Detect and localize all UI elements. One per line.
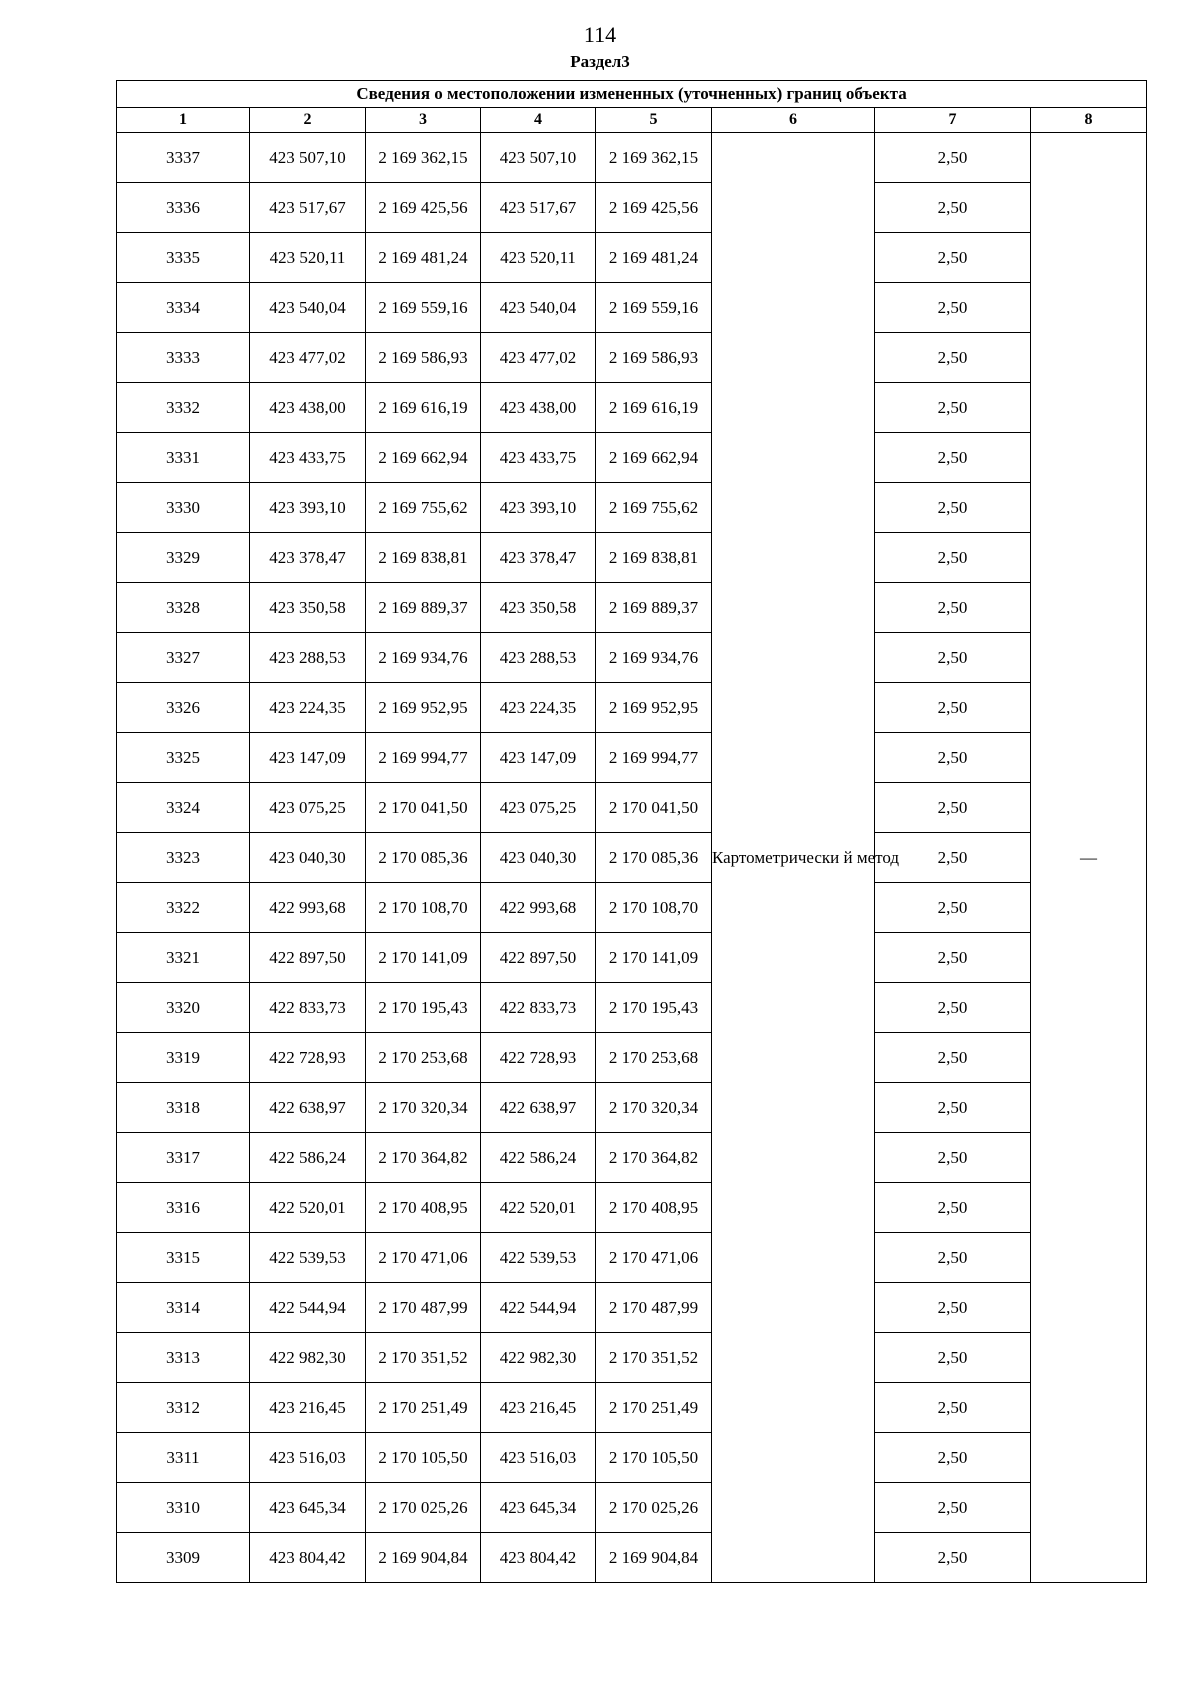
column-number: 4: [481, 108, 596, 133]
point-number-cell: 3336: [117, 183, 250, 233]
accuracy-cell: 2,50: [875, 1333, 1031, 1383]
y-existing-cell: 2 170 487,99: [366, 1283, 481, 1333]
table-row: [117, 1133, 1147, 1183]
x-new-cell: 423 216,45: [481, 1383, 596, 1433]
y-existing-cell: 2 170 253,68: [366, 1033, 481, 1083]
table-row: [117, 833, 1147, 883]
x-new-cell: 423 516,03: [481, 1433, 596, 1483]
y-existing-cell: 2 169 559,16: [366, 283, 481, 333]
y-new-cell: 2 170 320,34: [596, 1083, 712, 1133]
y-existing-cell: 2 169 755,62: [366, 483, 481, 533]
x-existing-cell: 422 539,53: [250, 1233, 366, 1283]
x-new-cell: 423 040,30: [481, 833, 596, 883]
point-number-cell: 3329: [117, 533, 250, 583]
column-number: 7: [875, 108, 1031, 133]
y-new-cell: 2 170 253,68: [596, 1033, 712, 1083]
x-new-cell: 422 728,93: [481, 1033, 596, 1083]
y-existing-cell: 2 169 662,94: [366, 433, 481, 483]
point-number-cell: 3337: [117, 133, 250, 183]
point-number-cell: 3311: [117, 1433, 250, 1483]
x-existing-cell: 422 520,01: [250, 1183, 366, 1233]
table-row: [117, 183, 1147, 233]
x-existing-cell: 423 517,67: [250, 183, 366, 233]
column-number-row: [117, 108, 1147, 133]
y-existing-cell: 2 169 952,95: [366, 683, 481, 733]
y-new-cell: 2 169 425,56: [596, 183, 712, 233]
y-new-cell: 2 170 085,36: [596, 833, 712, 883]
y-existing-cell: 2 169 838,81: [366, 533, 481, 583]
y-new-cell: 2 169 362,15: [596, 133, 712, 183]
accuracy-cell: 2,50: [875, 683, 1031, 733]
point-number-cell: 3328: [117, 583, 250, 633]
y-new-cell: 2 170 041,50: [596, 783, 712, 833]
accuracy-cell: 2,50: [875, 1183, 1031, 1233]
x-existing-cell: 423 393,10: [250, 483, 366, 533]
x-existing-cell: 423 147,09: [250, 733, 366, 783]
y-existing-cell: 2 169 904,84: [366, 1533, 481, 1583]
accuracy-cell: 2,50: [875, 583, 1031, 633]
y-existing-cell: 2 169 586,93: [366, 333, 481, 383]
table-row: [117, 1433, 1147, 1483]
y-existing-cell: 2 170 141,09: [366, 933, 481, 983]
accuracy-cell: 2,50: [875, 633, 1031, 683]
y-existing-cell: 2 170 085,36: [366, 833, 481, 883]
table-row: [117, 733, 1147, 783]
x-new-cell: 423 350,58: [481, 583, 596, 633]
point-number-cell: 3315: [117, 1233, 250, 1283]
x-new-cell: 423 393,10: [481, 483, 596, 533]
table-row: [117, 583, 1147, 633]
note-cell: —: [1031, 133, 1147, 1583]
accuracy-cell: 2,50: [875, 383, 1031, 433]
x-new-cell: 422 544,94: [481, 1283, 596, 1333]
point-number-cell: 3312: [117, 1383, 250, 1433]
column-number: 3: [366, 108, 481, 133]
x-new-cell: 422 833,73: [481, 983, 596, 1033]
table-caption: Сведения о местоположении измененных (уточненных) границ объекта: [117, 81, 1147, 108]
x-new-cell: 423 438,00: [481, 383, 596, 433]
y-existing-cell: 2 170 195,43: [366, 983, 481, 1033]
point-number-cell: 3331: [117, 433, 250, 483]
x-existing-cell: 422 544,94: [250, 1283, 366, 1333]
y-new-cell: 2 170 025,26: [596, 1483, 712, 1533]
y-new-cell: 2 169 994,77: [596, 733, 712, 783]
x-existing-cell: 423 507,10: [250, 133, 366, 183]
accuracy-cell: 2,50: [875, 1483, 1031, 1533]
x-existing-cell: 423 224,35: [250, 683, 366, 733]
accuracy-cell: 2,50: [875, 833, 1031, 883]
point-number-cell: 3313: [117, 1333, 250, 1383]
table-row: [117, 883, 1147, 933]
y-existing-cell: 2 169 934,76: [366, 633, 481, 683]
y-new-cell: 2 170 141,09: [596, 933, 712, 983]
y-new-cell: 2 169 889,37: [596, 583, 712, 633]
point-number-cell: 3330: [117, 483, 250, 533]
x-new-cell: 423 540,04: [481, 283, 596, 333]
point-number-cell: 3319: [117, 1033, 250, 1083]
accuracy-cell: 2,50: [875, 1533, 1031, 1583]
table-row: [117, 533, 1147, 583]
x-existing-cell: 422 833,73: [250, 983, 366, 1033]
x-existing-cell: 423 520,11: [250, 233, 366, 283]
y-new-cell: 2 170 364,82: [596, 1133, 712, 1183]
y-new-cell: 2 169 952,95: [596, 683, 712, 733]
point-number-cell: 3332: [117, 383, 250, 433]
point-number-cell: 3334: [117, 283, 250, 333]
x-existing-cell: 423 040,30: [250, 833, 366, 883]
y-new-cell: 2 170 105,50: [596, 1433, 712, 1483]
accuracy-cell: 2,50: [875, 133, 1031, 183]
accuracy-cell: 2,50: [875, 1083, 1031, 1133]
y-existing-cell: 2 169 889,37: [366, 583, 481, 633]
x-existing-cell: 423 645,34: [250, 1483, 366, 1533]
table-row: [117, 933, 1147, 983]
y-existing-cell: 2 170 251,49: [366, 1383, 481, 1433]
x-new-cell: 422 520,01: [481, 1183, 596, 1233]
x-existing-cell: 422 728,93: [250, 1033, 366, 1083]
table-row: [117, 233, 1147, 283]
x-new-cell: 423 288,53: [481, 633, 596, 683]
x-existing-cell: 423 378,47: [250, 533, 366, 583]
x-existing-cell: 423 288,53: [250, 633, 366, 683]
table-row: [117, 1233, 1147, 1283]
y-new-cell: 2 169 586,93: [596, 333, 712, 383]
accuracy-cell: 2,50: [875, 1383, 1031, 1433]
x-new-cell: 423 520,11: [481, 233, 596, 283]
accuracy-cell: 2,50: [875, 1133, 1031, 1183]
accuracy-cell: 2,50: [875, 1433, 1031, 1483]
x-existing-cell: 423 433,75: [250, 433, 366, 483]
accuracy-cell: 2,50: [875, 733, 1031, 783]
y-new-cell: 2 170 487,99: [596, 1283, 712, 1333]
accuracy-cell: 2,50: [875, 1033, 1031, 1083]
x-existing-cell: 423 516,03: [250, 1433, 366, 1483]
y-new-cell: 2 169 481,24: [596, 233, 712, 283]
y-new-cell: 2 169 662,94: [596, 433, 712, 483]
y-existing-cell: 2 170 041,50: [366, 783, 481, 833]
table-row: [117, 1033, 1147, 1083]
y-new-cell: 2 169 934,76: [596, 633, 712, 683]
x-new-cell: 422 638,97: [481, 1083, 596, 1133]
x-new-cell: 422 982,30: [481, 1333, 596, 1383]
table-row: [117, 1483, 1147, 1533]
table-row: [117, 1383, 1147, 1433]
table-row: [117, 483, 1147, 533]
point-number-cell: 3317: [117, 1133, 250, 1183]
point-number-cell: 3321: [117, 933, 250, 983]
y-new-cell: 2 170 471,06: [596, 1233, 712, 1283]
x-new-cell: 423 804,42: [481, 1533, 596, 1583]
accuracy-cell: 2,50: [875, 433, 1031, 483]
page-number: 114: [583, 22, 617, 47]
accuracy-cell: 2,50: [875, 233, 1031, 283]
point-number-cell: 3322: [117, 883, 250, 933]
accuracy-cell: 2,50: [875, 483, 1031, 533]
x-existing-cell: 423 216,45: [250, 1383, 366, 1433]
y-existing-cell: 2 169 994,77: [366, 733, 481, 783]
point-number-cell: 3314: [117, 1283, 250, 1333]
table-row: [117, 683, 1147, 733]
y-existing-cell: 2 170 364,82: [366, 1133, 481, 1183]
point-number-cell: 3326: [117, 683, 250, 733]
accuracy-cell: 2,50: [875, 983, 1031, 1033]
y-existing-cell: 2 170 105,50: [366, 1433, 481, 1483]
x-new-cell: 423 477,02: [481, 333, 596, 383]
x-existing-cell: 423 438,00: [250, 383, 366, 433]
table-body: [117, 133, 1147, 1583]
y-existing-cell: 2 170 408,95: [366, 1183, 481, 1233]
column-number: 8: [1031, 108, 1147, 133]
table-row: [117, 1283, 1147, 1333]
y-new-cell: 2 170 195,43: [596, 983, 712, 1033]
y-new-cell: 2 170 351,52: [596, 1333, 712, 1383]
x-new-cell: 422 897,50: [481, 933, 596, 983]
table-row: [117, 1333, 1147, 1383]
x-new-cell: 422 539,53: [481, 1233, 596, 1283]
method-cell: Картометрически й метод: [712, 133, 875, 1583]
accuracy-cell: 2,50: [875, 1283, 1031, 1333]
x-existing-cell: 423 804,42: [250, 1533, 366, 1583]
y-existing-cell: 2 170 108,70: [366, 883, 481, 933]
x-existing-cell: 423 477,02: [250, 333, 366, 383]
accuracy-cell: 2,50: [875, 283, 1031, 333]
x-new-cell: 423 645,34: [481, 1483, 596, 1533]
point-number-cell: 3325: [117, 733, 250, 783]
y-existing-cell: 2 169 616,19: [366, 383, 481, 433]
x-new-cell: 423 224,35: [481, 683, 596, 733]
accuracy-cell: 2,50: [875, 1233, 1031, 1283]
section-title: Раздел3: [570, 52, 630, 71]
accuracy-cell: 2,50: [875, 933, 1031, 983]
table-row: [117, 633, 1147, 683]
y-existing-cell: 2 170 351,52: [366, 1333, 481, 1383]
point-number-cell: 3309: [117, 1533, 250, 1583]
y-new-cell: 2 170 408,95: [596, 1183, 712, 1233]
x-existing-cell: 422 638,97: [250, 1083, 366, 1133]
x-new-cell: 423 507,10: [481, 133, 596, 183]
column-number: 2: [250, 108, 366, 133]
y-existing-cell: 2 169 425,56: [366, 183, 481, 233]
table-row: [117, 283, 1147, 333]
column-number: 1: [117, 108, 250, 133]
y-existing-cell: 2 169 362,15: [366, 133, 481, 183]
x-new-cell: 423 075,25: [481, 783, 596, 833]
y-existing-cell: 2 170 471,06: [366, 1233, 481, 1283]
y-new-cell: 2 170 108,70: [596, 883, 712, 933]
x-existing-cell: 422 897,50: [250, 933, 366, 983]
accuracy-cell: 2,50: [875, 183, 1031, 233]
y-new-cell: 2 170 251,49: [596, 1383, 712, 1433]
point-number-cell: 3318: [117, 1083, 250, 1133]
point-number-cell: 3310: [117, 1483, 250, 1533]
x-new-cell: 423 517,67: [481, 183, 596, 233]
accuracy-cell: 2,50: [875, 783, 1031, 833]
y-existing-cell: 2 169 481,24: [366, 233, 481, 283]
table-row: [117, 1083, 1147, 1133]
column-number: 5: [596, 108, 712, 133]
accuracy-cell: 2,50: [875, 333, 1031, 383]
table-row: [117, 433, 1147, 483]
y-new-cell: 2 169 755,62: [596, 483, 712, 533]
table-row: [117, 1183, 1147, 1233]
x-existing-cell: 423 350,58: [250, 583, 366, 633]
table-row: [117, 983, 1147, 1033]
x-new-cell: 423 147,09: [481, 733, 596, 783]
x-existing-cell: 423 540,04: [250, 283, 366, 333]
table-row: [117, 133, 1147, 183]
y-existing-cell: 2 170 320,34: [366, 1083, 481, 1133]
accuracy-cell: 2,50: [875, 533, 1031, 583]
table-row: [117, 1533, 1147, 1583]
table-row: [117, 783, 1147, 833]
x-existing-cell: 422 993,68: [250, 883, 366, 933]
accuracy-cell: 2,50: [875, 883, 1031, 933]
point-number-cell: 3316: [117, 1183, 250, 1233]
x-new-cell: 422 586,24: [481, 1133, 596, 1183]
point-number-cell: 3323: [117, 833, 250, 883]
x-new-cell: 423 378,47: [481, 533, 596, 583]
point-number-cell: 3333: [117, 333, 250, 383]
x-existing-cell: 422 982,30: [250, 1333, 366, 1383]
y-existing-cell: 2 170 025,26: [366, 1483, 481, 1533]
column-number: 6: [712, 108, 875, 133]
x-existing-cell: 422 586,24: [250, 1133, 366, 1183]
point-number-cell: 3327: [117, 633, 250, 683]
x-new-cell: 423 433,75: [481, 433, 596, 483]
y-new-cell: 2 169 559,16: [596, 283, 712, 333]
y-new-cell: 2 169 616,19: [596, 383, 712, 433]
y-new-cell: 2 169 838,81: [596, 533, 712, 583]
point-number-cell: 3335: [117, 233, 250, 283]
x-new-cell: 422 993,68: [481, 883, 596, 933]
point-number-cell: 3324: [117, 783, 250, 833]
x-existing-cell: 423 075,25: [250, 783, 366, 833]
point-number-cell: 3320: [117, 983, 250, 1033]
table-row: [117, 383, 1147, 433]
y-new-cell: 2 169 904,84: [596, 1533, 712, 1583]
coordinates-table: [116, 80, 1147, 1583]
table-row: [117, 333, 1147, 383]
